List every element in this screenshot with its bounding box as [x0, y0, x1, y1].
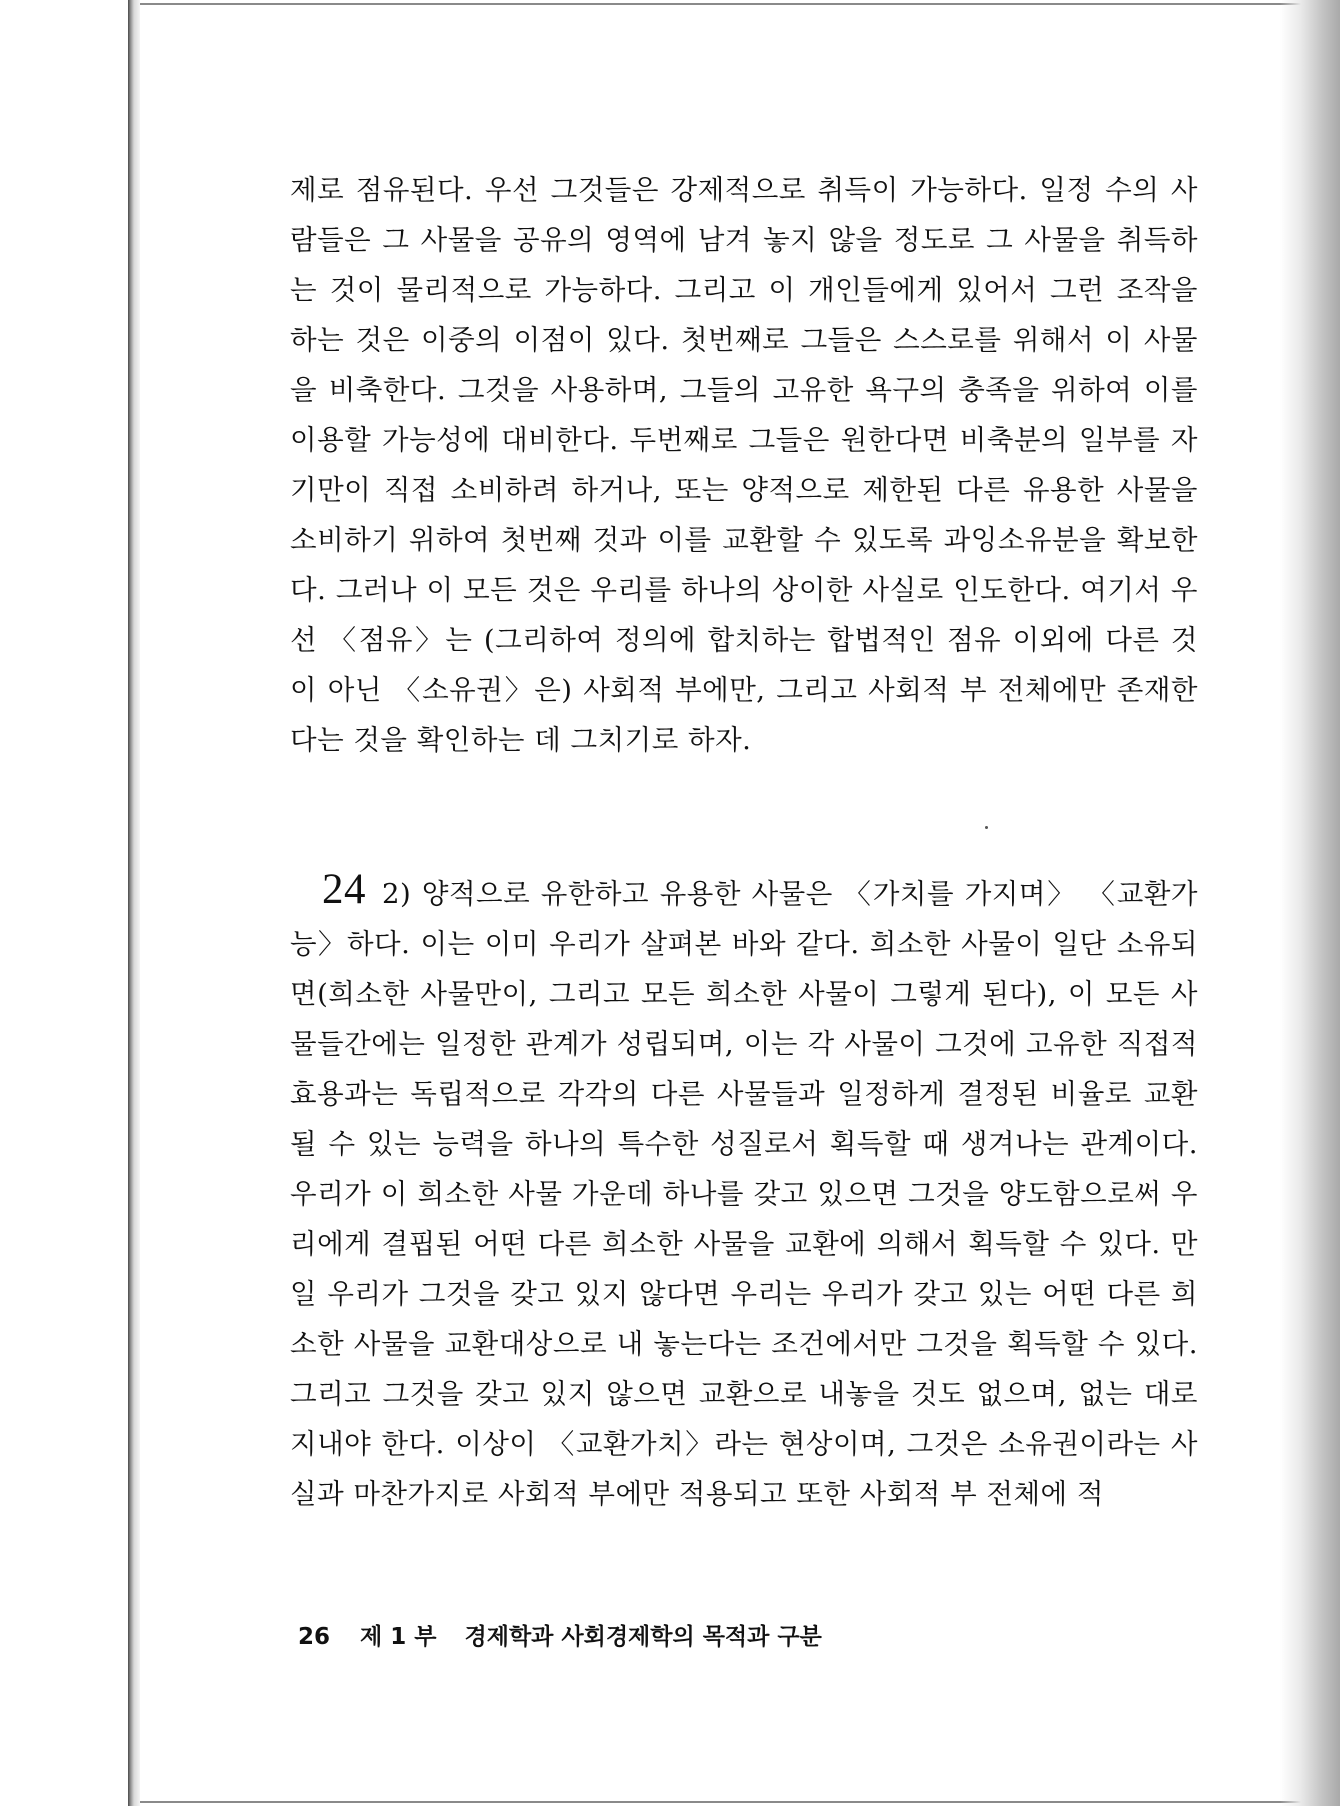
page-binding-edge [128, 0, 140, 1806]
paragraph-1-text: 제로 점유된다. 우선 그것들은 강제적으로 취득이 가능하다. 일정 수의 사람들은 그 사물을 공유의 영역에 남겨 놓지 않을 정도로 그 사물을 취득하는 것이 물리적으로 가능하다. 그리고 이 개인들에게 있어서 그런 조작을 하는 것은 이중의 이점이 있다. 첫번째로 그들은 스스로를 위해서 이 사물을 비축한다. 그것을 사용하며, 그들의 고유한 욕구의 충족을 위하여 이를 이용할 가능성에 대비한다. 두번째로 그들은 원한다면 비축분의 일부를 자기만이 직접 소비하려 하거나, 또는 양적으로 제한된 다른 유용한 사물을 소비하기 위하여 첫번째 것과 이를 교환할 수 있도록 과잉소유분을 확보한다. 그러나 이 모든 것은 우리를 하나의 상이한 사실로 인도한다. 여기서 우선 〈점유〉는 (그리하여 정의에 합치하는 합법적인 점유 이외에 다른 것이 아닌 〈소유권〉은) 사회적 부에만, 그리고 사회적 부 전체에만 존재한다는 것을 확인하는 데 그치기로 하자. [290, 174, 1198, 756]
part-title: 경제학과 사회경제학의 목적과 구분 [464, 1624, 822, 1650]
page-number: 26 [298, 1624, 331, 1650]
page-shadow [1280, 0, 1340, 1806]
body-paragraph-2 [290, 865, 1198, 1519]
paragraph-number: 24 [322, 866, 366, 913]
outer-margin [0, 0, 128, 1806]
body-paragraph-1 [290, 165, 1198, 765]
part-label: 제 1 부 [360, 1624, 437, 1650]
paragraph-2-text: 2) 양적으로 유한하고 유용한 사물은 〈가치를 가지며〉 〈교환가능〉하다. 이는 이미 우리가 살펴본 바와 같다. 희소한 사물이 일단 소유되면(희소한 사물만이, 그리고 모든 희소한 사물이 그렇게 된다), 이 모든 사물들간에는 일정한 관계가 성립되며, 이는 각 사물이 그것에 고유한 직접적 효용과는 독립적으로 각각의 다른 사물들과 일정하게 결정된 비율로 교환될 수 있는 능력을 하나의 특수한 성질로서 획득할 때 생겨나는 관계이다. 우리가 이 희소한 사물 가운데 하나를 갖고 있으면 그것을 양도함으로써 우리에게 결핍된 어떤 다른 희소한 사물을 교환에 의해서 획득할 수 있다. 만일 우리가 그것을 갖고 있지 않다면 우리는 우리가 갖고 있는 어떤 다른 희소한 사물을 교환대상으로 내 놓는다는 조건에서만 그것을 획득할 수 있다. 그리고 그것을 갖고 있지 않으면 교환으로 내놓을 것도 없으며, 없는 대로 지내야 한다. 이상이 〈교환가치〉라는 현상이며, 그것은 소유권이라는 사실과 마찬가지로 사회적 부에만 적용되고 또한 사회적 부 전체에 적 [290, 878, 1198, 1510]
scan-speck [985, 826, 988, 829]
page-footer [298, 1618, 822, 1651]
